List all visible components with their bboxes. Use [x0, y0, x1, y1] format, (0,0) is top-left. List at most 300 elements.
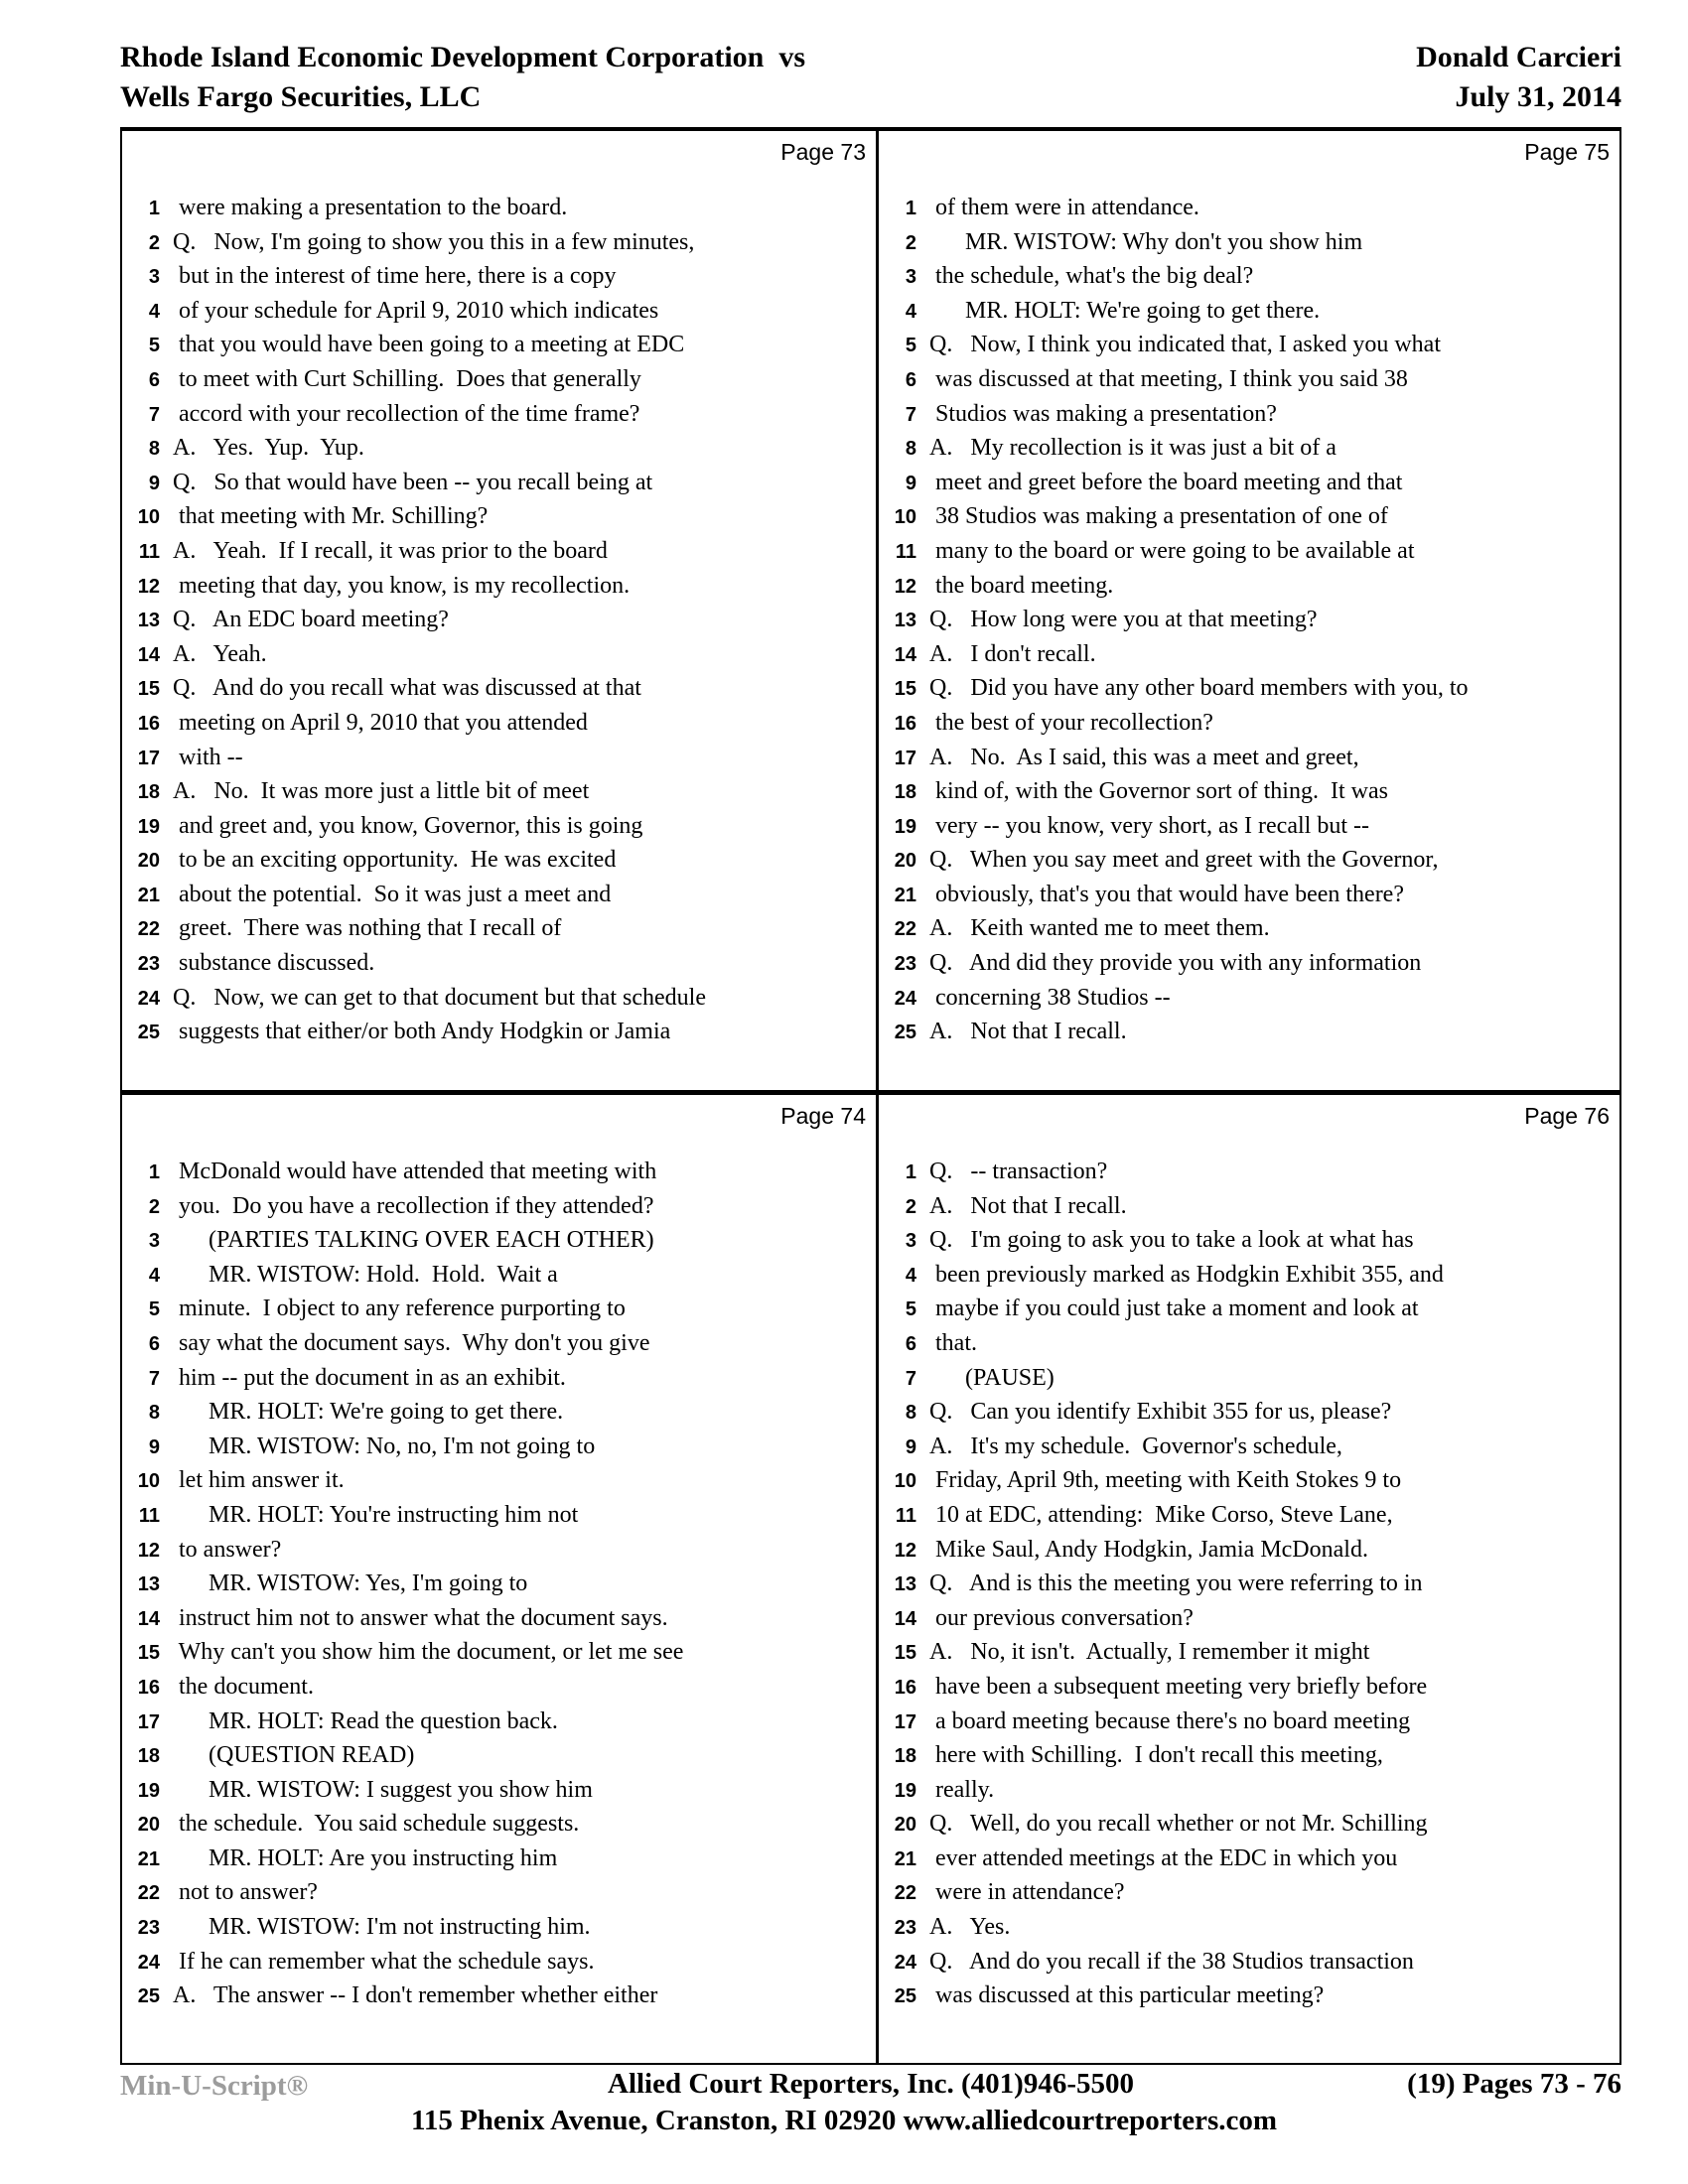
transcript-line [122, 1742, 876, 1777]
line-text: A. Yes. Yup. Yup. [173, 435, 364, 462]
line-text: A. Yeah. If I recall, it was prior to the board [173, 537, 608, 564]
line-number: 4 [905, 300, 916, 323]
transcript-line [879, 1019, 1619, 1053]
line-number: 5 [905, 1298, 916, 1321]
transcript-line [879, 1845, 1619, 1880]
transcript-line [879, 882, 1619, 916]
page-cell-76 [877, 1092, 1621, 2065]
line-text: MR. HOLT: You're instructing him not [173, 1501, 579, 1528]
line-number: 4 [148, 300, 160, 323]
transcript-line [122, 1399, 876, 1433]
line-text: (QUESTION READ) [173, 1742, 415, 1769]
line-number: 15 [894, 1642, 916, 1665]
transcript-line [122, 1330, 876, 1365]
line-number: 6 [905, 1332, 916, 1355]
line-number: 14 [894, 643, 916, 666]
line-text: A. Yes. [929, 1914, 1011, 1941]
line-number: 7 [905, 403, 916, 426]
line-number: 20 [894, 1814, 916, 1837]
line-text: ever attended meetings at the EDC in which you [929, 1844, 1398, 1871]
line-text: have been a subsequent meeting very briefly before [929, 1673, 1428, 1700]
line-number: 2 [905, 1195, 916, 1218]
line-number: 8 [905, 1402, 916, 1425]
transcript-line [122, 1159, 876, 1193]
transcript-line [122, 1949, 876, 1983]
transcript-line [879, 298, 1619, 333]
line-number: 6 [148, 1332, 160, 1355]
transcript-line [122, 1605, 876, 1640]
transcript-line [879, 366, 1619, 401]
line-text: really. [929, 1776, 995, 1803]
transcript-line [879, 1639, 1619, 1674]
line-number: 4 [905, 1264, 916, 1287]
line-text: him -- put the document in as an exhibit. [173, 1364, 566, 1391]
line-number: 15 [137, 1642, 160, 1665]
line-text: the board meeting. [929, 572, 1114, 599]
deponent-name: Donald Carcieri [1416, 41, 1621, 73]
line-number: 19 [137, 815, 160, 838]
transcript-line [122, 503, 876, 538]
transcript-line [122, 1639, 876, 1674]
transcript-line [879, 745, 1619, 779]
line-number: 13 [137, 1573, 160, 1596]
transcript-line [879, 1262, 1619, 1297]
transcript-line [122, 1537, 876, 1571]
line-number: 16 [894, 712, 916, 735]
line-number: 8 [148, 438, 160, 461]
transcript-line [122, 710, 876, 745]
page-lines [122, 175, 876, 1053]
transcript-line [879, 1502, 1619, 1537]
line-number: 18 [894, 781, 916, 804]
pages-range: (19) Pages 73 - 76 [1407, 2068, 1621, 2100]
line-text: Q. Can you identify Exhibit 355 for us, please? [929, 1399, 1392, 1426]
transcript-line [879, 915, 1619, 950]
line-text: Q. So that would have been -- you recall being at [173, 469, 653, 495]
line-text: Q. Now, I'm going to show you this in a few minutes, [173, 228, 695, 255]
line-number: 11 [895, 540, 916, 563]
line-text: instruct him not to answer what the document says. [173, 1604, 668, 1631]
case-title-line2: Wells Fargo Securities, LLC [120, 80, 482, 113]
line-number: 8 [905, 438, 916, 461]
line-number: 22 [137, 918, 160, 941]
transcript-line [122, 1262, 876, 1297]
page-number-label: Page 73 [780, 139, 866, 165]
transcript-line [879, 263, 1619, 298]
line-text: A. The answer -- I don't remember whether either [173, 1982, 658, 2009]
transcript-page-grid [120, 127, 1621, 2061]
line-number: 17 [894, 1710, 916, 1733]
line-text: Q. And do you recall what was discussed at that [173, 675, 641, 702]
line-number: 2 [148, 231, 160, 254]
line-text: Q. And did they provide you with any information [929, 950, 1422, 977]
line-number: 24 [137, 1951, 160, 1974]
transcript-line [879, 1570, 1619, 1605]
transcript-line [879, 401, 1619, 436]
line-text: concerning 38 Studios -- [929, 984, 1171, 1011]
line-text: substance discussed. [173, 950, 375, 977]
transcript-line [879, 1193, 1619, 1228]
line-text: many to the board or were going to be available at [929, 537, 1415, 564]
line-number: 18 [137, 1745, 160, 1768]
transcript-line [879, 1399, 1619, 1433]
transcript-line [122, 985, 876, 1020]
line-text: MR. HOLT: Read the question back. [173, 1707, 558, 1734]
line-number: 6 [148, 368, 160, 391]
line-number: 10 [894, 506, 916, 529]
line-text: Q. -- transaction? [929, 1159, 1108, 1184]
line-number: 14 [894, 1607, 916, 1630]
line-text: a board meeting because there's no board meeting [929, 1707, 1411, 1734]
transcript-line [879, 195, 1619, 229]
line-number: 23 [137, 1917, 160, 1940]
transcript-line [122, 675, 876, 710]
line-number: 16 [137, 712, 160, 735]
line-number: 13 [894, 1573, 916, 1596]
page-number-label: Page 74 [780, 1103, 866, 1129]
line-text: maybe if you could just take a moment and look at [929, 1296, 1419, 1322]
line-number: 3 [148, 1230, 160, 1253]
line-text: Q. How long were you at that meeting? [929, 607, 1318, 633]
transcript-line [879, 1433, 1619, 1468]
line-text: here with Schilling. I don't recall this meeting, [929, 1742, 1383, 1769]
page-number-label: Page 76 [1524, 1103, 1610, 1129]
line-number: 1 [905, 198, 916, 219]
line-number: 2 [148, 1195, 160, 1218]
line-number: 17 [137, 1710, 160, 1733]
court-reporter-address: 115 Phenix Avenue, Cranston, RI 02920 www.alliedcourtreporters.com [410, 2105, 1278, 2136]
line-text: to be an exciting opportunity. He was excited [173, 847, 617, 874]
page-number-label: Page 75 [1524, 139, 1610, 165]
transcript-line [122, 1365, 876, 1400]
line-number: 17 [137, 747, 160, 769]
line-number: 15 [137, 678, 160, 701]
line-text: MR. WISTOW: No, no, I'm not going to [173, 1433, 596, 1459]
line-text: MR. WISTOW: I suggest you show him [173, 1776, 593, 1803]
transcript-line [879, 470, 1619, 504]
line-number: 16 [137, 1676, 160, 1699]
line-number: 14 [137, 643, 160, 666]
line-number: 20 [894, 850, 916, 873]
transcript-line [122, 813, 876, 848]
line-number: 14 [137, 1607, 160, 1630]
line-text: A. Keith wanted me to meet them. [929, 915, 1270, 942]
line-number: 1 [905, 1161, 916, 1183]
line-text: were in attendance? [929, 1879, 1125, 1906]
min-u-script-brand: Min-U-Script® [120, 2070, 309, 2102]
transcript-line [879, 1708, 1619, 1743]
line-number: 24 [894, 987, 916, 1010]
transcript-line [879, 1365, 1619, 1400]
line-text: but in the interest of time here, there is a copy [173, 263, 617, 290]
line-number: 5 [905, 335, 916, 357]
transcript-line [879, 1982, 1619, 2017]
line-text: very -- you know, very short, as I recall but -- [929, 812, 1369, 839]
line-number: 24 [894, 1951, 916, 1974]
line-number: 12 [894, 575, 916, 598]
transcript-line [122, 538, 876, 573]
line-number: 25 [137, 1022, 160, 1044]
transcript-line [122, 401, 876, 436]
line-text: was discussed at that meeting, I think you said 38 [929, 365, 1408, 392]
line-number: 4 [148, 1264, 160, 1287]
line-text: not to answer? [173, 1879, 318, 1906]
line-number: 23 [137, 953, 160, 976]
line-text: A. No. As I said, this was a meet and greet, [929, 744, 1359, 770]
line-text: meeting on April 9, 2010 that you attended [173, 709, 588, 736]
transcript-line [122, 1296, 876, 1330]
transcript-line [879, 1537, 1619, 1571]
transcript-line [122, 607, 876, 641]
page-cell-75 [877, 131, 1621, 1092]
line-text: the best of your recollection? [929, 709, 1213, 736]
line-text: MR. WISTOW: I'm not instructing him. [173, 1914, 591, 1941]
line-number: 13 [894, 610, 916, 632]
line-text: If he can remember what the schedule says. [173, 1948, 595, 1975]
line-text: Q. Well, do you recall whether or not Mr. Schilling [929, 1811, 1428, 1838]
line-text: our previous conversation? [929, 1604, 1194, 1631]
line-number: 1 [148, 198, 160, 219]
line-number: 20 [137, 850, 160, 873]
transcript-line [879, 847, 1619, 882]
line-text: suggests that either/or both Andy Hodgkin or Jamia [173, 1019, 671, 1045]
line-text: the schedule, what's the big deal? [929, 263, 1254, 290]
transcript-line [879, 573, 1619, 608]
line-number: 5 [148, 335, 160, 357]
transcript-line [122, 1019, 876, 1053]
line-text: A. No. It was more just a little bit of meet [173, 778, 590, 805]
line-text: A. My recollection is it was just a bit of a [929, 435, 1336, 462]
line-text: Q. And do you recall if the 38 Studios transaction [929, 1948, 1414, 1975]
line-number: 25 [137, 1985, 160, 2008]
line-number: 21 [894, 1847, 916, 1870]
line-number: 9 [148, 1435, 160, 1458]
line-number: 9 [148, 472, 160, 494]
transcript-line [122, 1914, 876, 1949]
line-text: MR. WISTOW: Hold. Hold. Wait a [173, 1261, 558, 1288]
transcript-line [879, 229, 1619, 264]
line-number: 19 [137, 1779, 160, 1802]
line-number: 18 [894, 1745, 916, 1768]
line-text: Studios was making a presentation? [929, 400, 1277, 427]
transcript-line [879, 1467, 1619, 1502]
line-number: 3 [148, 266, 160, 289]
transcript-line [122, 195, 876, 229]
line-text: been previously marked as Hodgkin Exhibit 355, and [929, 1261, 1444, 1288]
line-text: minute. I object to any reference purporting to [173, 1296, 626, 1322]
line-text: (PARTIES TALKING OVER EACH OTHER) [173, 1227, 654, 1254]
transcript-line [122, 1433, 876, 1468]
case-title-line1: Rhode Island Economic Development Corporation vs [120, 41, 806, 73]
transcript-line [122, 778, 876, 813]
transcript-line [122, 745, 876, 779]
transcript-line [879, 675, 1619, 710]
transcript-line [879, 332, 1619, 366]
page-lines [879, 175, 1619, 1053]
transcript-line [122, 950, 876, 985]
transcript-line [122, 1502, 876, 1537]
transcript-line [122, 298, 876, 333]
line-number: 19 [894, 815, 916, 838]
line-number: 7 [148, 403, 160, 426]
line-text: A. It's my schedule. Governor's schedule, [929, 1433, 1342, 1459]
transcript-line [122, 1467, 876, 1502]
line-text: A. Not that I recall. [929, 1192, 1127, 1219]
line-number: 17 [894, 747, 916, 769]
line-number: 11 [138, 540, 160, 563]
line-text: that. [929, 1329, 977, 1356]
line-text: 10 at EDC, attending: Mike Corso, Steve Lane, [929, 1501, 1393, 1528]
transcript-line [122, 229, 876, 264]
transcript-line [122, 1982, 876, 2017]
transcript-line [122, 573, 876, 608]
case-title [120, 38, 805, 117]
line-number: 23 [894, 1917, 916, 1940]
line-text: was discussed at this particular meeting? [929, 1982, 1325, 2009]
line-number: 7 [148, 1367, 160, 1390]
transcript-line [879, 1330, 1619, 1365]
line-number: 5 [148, 1298, 160, 1321]
line-number: 10 [137, 506, 160, 529]
line-number: 7 [905, 1367, 916, 1390]
transcript-line [122, 847, 876, 882]
line-text: that you would have been going to a meeting at EDC [173, 332, 685, 358]
line-text: greet. There was nothing that I recall of [173, 915, 562, 942]
line-text: the schedule. You said schedule suggests. [173, 1811, 580, 1838]
line-text: of your schedule for April 9, 2010 which indicates [173, 297, 659, 324]
transcript-line [879, 1296, 1619, 1330]
transcript-line [122, 1811, 876, 1845]
transcript-line [879, 1605, 1619, 1640]
line-number: 21 [894, 884, 916, 906]
line-number: 25 [894, 1985, 916, 2008]
line-text: let him answer it. [173, 1467, 345, 1494]
page-lines [122, 1139, 876, 2017]
transcript-line [122, 470, 876, 504]
line-number: 16 [894, 1676, 916, 1699]
line-number: 22 [137, 1882, 160, 1905]
transcript-line [122, 1879, 876, 1914]
line-number: 10 [137, 1470, 160, 1493]
line-text: A. I don't recall. [929, 640, 1096, 667]
transcript-line [122, 1227, 876, 1262]
line-text: you. Do you have a recollection if they attended? [173, 1192, 654, 1219]
transcript-line [122, 1570, 876, 1605]
line-number: 1 [148, 1161, 160, 1183]
line-number: 22 [894, 918, 916, 941]
line-text: Q. Did you have any other board members with you, to [929, 675, 1469, 702]
line-text: Q. I'm going to ask you to take a look at what has [929, 1227, 1414, 1254]
line-number: 11 [895, 1504, 916, 1527]
transcript-line [122, 1193, 876, 1228]
transcript-line [122, 366, 876, 401]
transcript-line [879, 813, 1619, 848]
line-number: 19 [894, 1779, 916, 1802]
page-cell-74 [120, 1092, 877, 2065]
transcript-line [122, 1708, 876, 1743]
line-text: Q. And is this the meeting you were referring to in [929, 1570, 1423, 1597]
line-text: Q. Now, we can get to that document but that schedule [173, 984, 706, 1011]
line-text: say what the document says. Why don't you give [173, 1329, 650, 1356]
transcript-line [879, 1879, 1619, 1914]
page-lines [879, 1139, 1619, 2017]
line-text: A. Yeah. [173, 640, 267, 667]
line-text: A. No, it isn't. Actually, I remember it might [929, 1639, 1370, 1666]
deponent-and-date [1416, 38, 1621, 117]
line-text: 38 Studios was making a presentation of one of [929, 503, 1388, 530]
line-text: accord with your recollection of the time frame? [173, 400, 640, 427]
line-text: meet and greet before the board meeting and that [929, 469, 1403, 495]
line-text: Friday, April 9th, meeting with Keith Stokes 9 to [929, 1467, 1402, 1494]
transcript-line [122, 1845, 876, 1880]
transcript-line [879, 538, 1619, 573]
line-text: kind of, with the Governor sort of thing. It was [929, 778, 1388, 805]
court-reporter-info: Allied Court Reporters, Inc. (401)946-5500 [608, 2068, 1134, 2100]
line-number: 20 [137, 1814, 160, 1837]
transcript-line [879, 1742, 1619, 1777]
line-text: A. Not that I recall. [929, 1019, 1127, 1045]
line-text: were making a presentation to the board. [173, 195, 568, 220]
transcript-line [879, 1159, 1619, 1193]
footer-row-1 [120, 2068, 1621, 2104]
line-text: Mike Saul, Andy Hodgkin, Jamia McDonald. [929, 1536, 1368, 1563]
transcript-line [879, 1949, 1619, 1983]
document-footer [0, 2068, 1688, 2137]
line-text: MR. HOLT: We're going to get there. [173, 1399, 564, 1426]
line-number: 25 [894, 1022, 916, 1044]
line-number: 12 [137, 575, 160, 598]
line-number: 21 [137, 884, 160, 906]
transcript-line [879, 607, 1619, 641]
transcript-line [879, 985, 1619, 1020]
line-text: MR. HOLT: We're going to get there. [929, 297, 1321, 324]
transcript-line [122, 1777, 876, 1812]
line-text: MR. WISTOW: Yes, I'm going to [173, 1570, 528, 1597]
document-header [120, 38, 1621, 127]
line-text: Q. When you say meet and greet with the Governor, [929, 847, 1439, 874]
transcript-line [879, 1811, 1619, 1845]
line-number: 24 [137, 987, 160, 1010]
transcript-line [122, 332, 876, 366]
line-number: 3 [905, 1230, 916, 1253]
line-text: to answer? [173, 1536, 282, 1563]
line-number: 15 [894, 678, 916, 701]
line-number: 9 [905, 1435, 916, 1458]
transcript-line [122, 435, 876, 470]
line-text: about the potential. So it was just a meet and [173, 881, 612, 907]
transcript-line [879, 641, 1619, 676]
line-text: and greet and, you know, Governor, this is going [173, 812, 643, 839]
line-number: 18 [137, 781, 160, 804]
deposition-date: July 31, 2014 [1455, 80, 1621, 113]
line-text: McDonald would have attended that meeting with [173, 1159, 657, 1184]
line-number: 2 [905, 231, 916, 254]
transcript-line [122, 1674, 876, 1708]
transcript-line [879, 950, 1619, 985]
line-number: 21 [137, 1847, 160, 1870]
transcript-line [879, 435, 1619, 470]
line-text: Q. Now, I think you indicated that, I asked you what [929, 332, 1442, 358]
transcript-line [879, 710, 1619, 745]
line-number: 12 [894, 1539, 916, 1562]
line-number: 3 [905, 266, 916, 289]
line-text: MR. HOLT: Are you instructing him [173, 1844, 558, 1871]
line-number: 8 [148, 1402, 160, 1425]
line-number: 9 [905, 472, 916, 494]
line-number: 12 [137, 1539, 160, 1562]
transcript-line [879, 1227, 1619, 1262]
page-cell-73 [120, 131, 877, 1092]
